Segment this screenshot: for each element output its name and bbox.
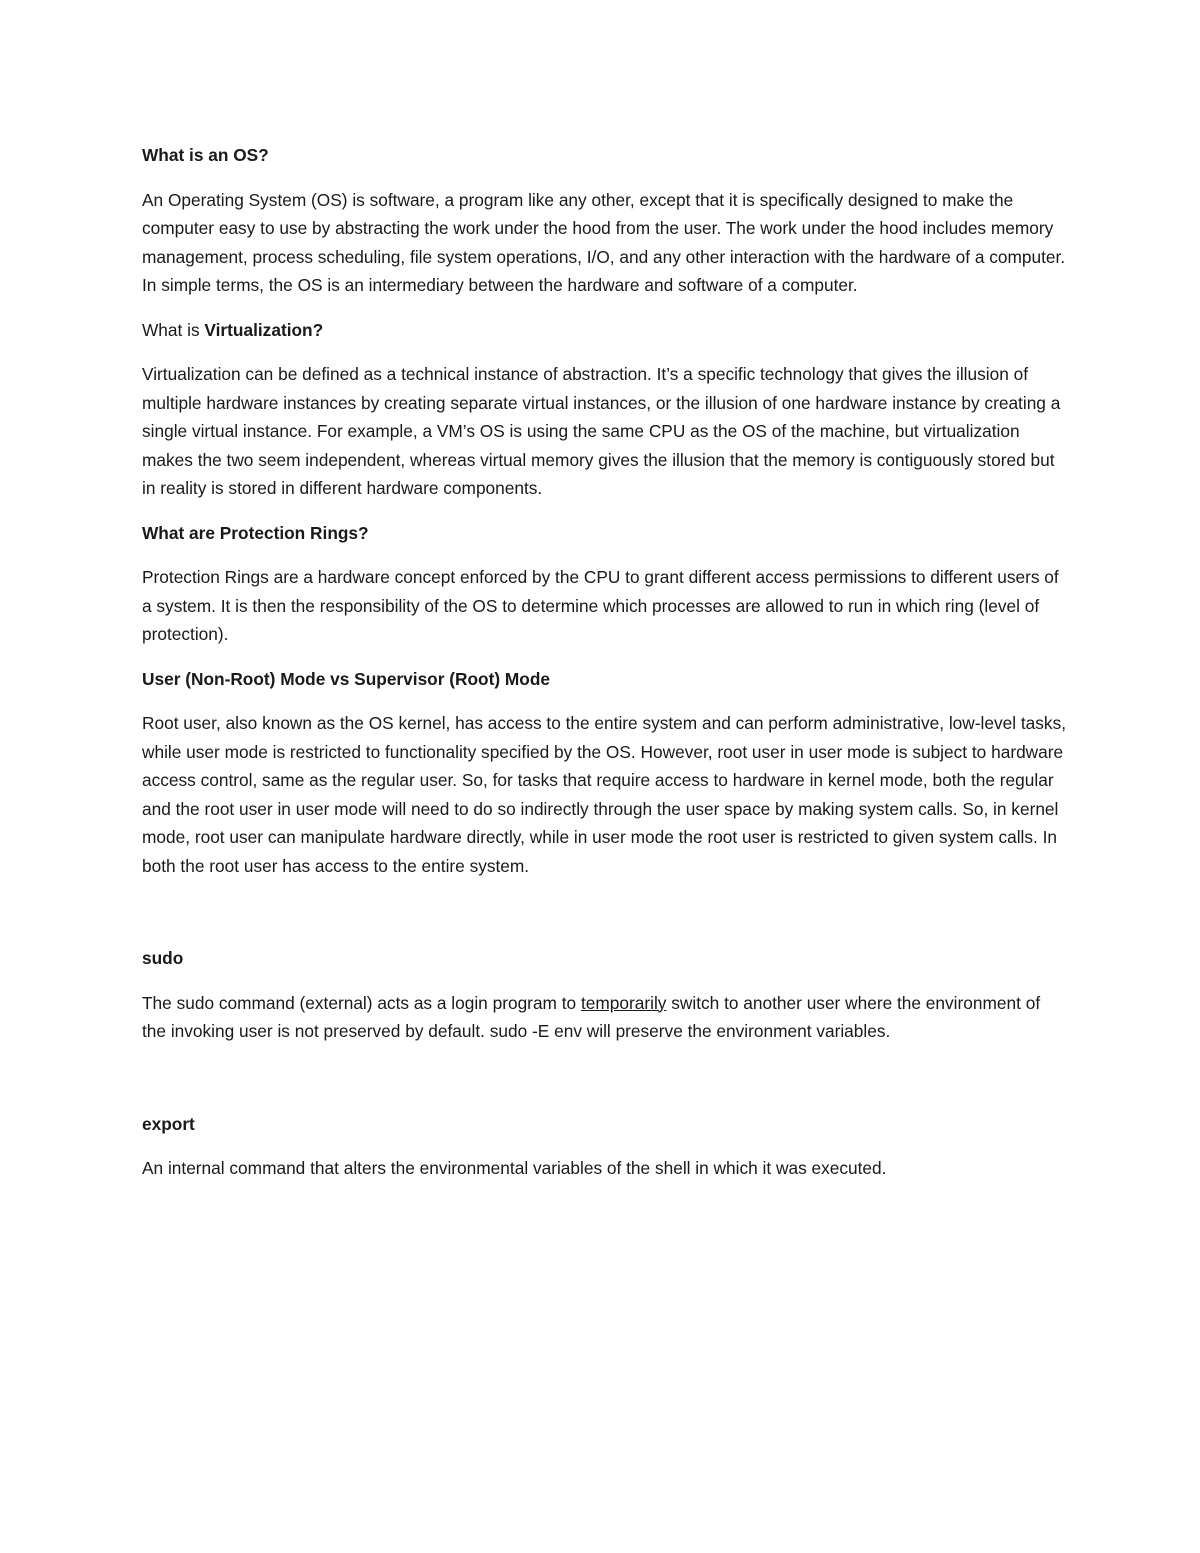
heading-export: export xyxy=(142,1113,195,1134)
paragraph-os: An Operating System (OS) is software, a program like any other, except that it is specifically designed to make the computer easy to use by abstracting the work under the hood from the user. The work under the hood includes memory management, process scheduling, file system operations, I/O, and any other interaction with the hardware of a computer. In simple terms, the OS is an intermediary between the hardware and software of a computer. xyxy=(142,189,1066,295)
heading-virtualization-bold: Virtualization? xyxy=(204,319,324,340)
paragraph-sudo-part1: The sudo command (external) acts as a login program to xyxy=(142,992,581,1013)
paragraph-sudo-part2: switch to another user where the environment of the invoking user is not preserved by default. sudo -E env will preserve the environment variables. xyxy=(142,992,1041,1041)
heading-user-vs-supervisor-mode: User (Non-Root) Mode vs Supervisor (Root) Mode xyxy=(142,668,551,689)
paragraph-sudo-underlined: temporarily xyxy=(580,992,667,1013)
heading-protection-rings: What are Protection Rings? xyxy=(142,522,369,543)
heading-sudo: sudo xyxy=(142,948,184,968)
heading-what-is-os: What is an OS? xyxy=(142,145,269,165)
paragraph-modes: Root user, also known as the OS kernel, has access to the entire system and can perform administrative, low-level tasks, while user mode is restricted to functionality specified by the OS. However, root user in user mode is subject to hardware access control, same as the regular user. So, for tasks that require access to hardware in kernel mode, both the regular and the root user in user mode will need to do so indirectly through the user space by making system calls. So, in kernel mode, root user can manipulate hardware directly, while in user mode the root user is restricted to given system calls. In both the root user has access to the entire system. xyxy=(142,713,1067,876)
paragraph-protection-rings: Protection Rings are a hardware concept enforced by the CPU to grant different access permissions to different users of a system. It is then the responsibility of the OS to determine which processes are allowed to run in which ring (level of protection). xyxy=(142,567,1059,644)
heading-virtualization-prefix: What is xyxy=(142,319,205,340)
heading-virtualization xyxy=(142,316,1067,345)
paragraph-sudo xyxy=(142,989,1067,1046)
paragraph-export: An internal command that alters the environmental variables of the shell in which it was executed. xyxy=(142,1158,887,1178)
paragraph-virtualization: Virtualization can be defined as a technical instance of abstraction. It’s a specific technology that gives the illusion of multiple hardware instances by creating separate virtual instances, or the illusion of one hardware instance by creating a single virtual instance. For example, a VM’s OS is using the same CPU as the OS of the machine, but virtualization makes the two seem independent, whereas virtual memory gives the illusion that the memory is contiguously stored but in reality is stored in different hardware components. xyxy=(142,364,1061,498)
document-body xyxy=(142,141,1067,1183)
